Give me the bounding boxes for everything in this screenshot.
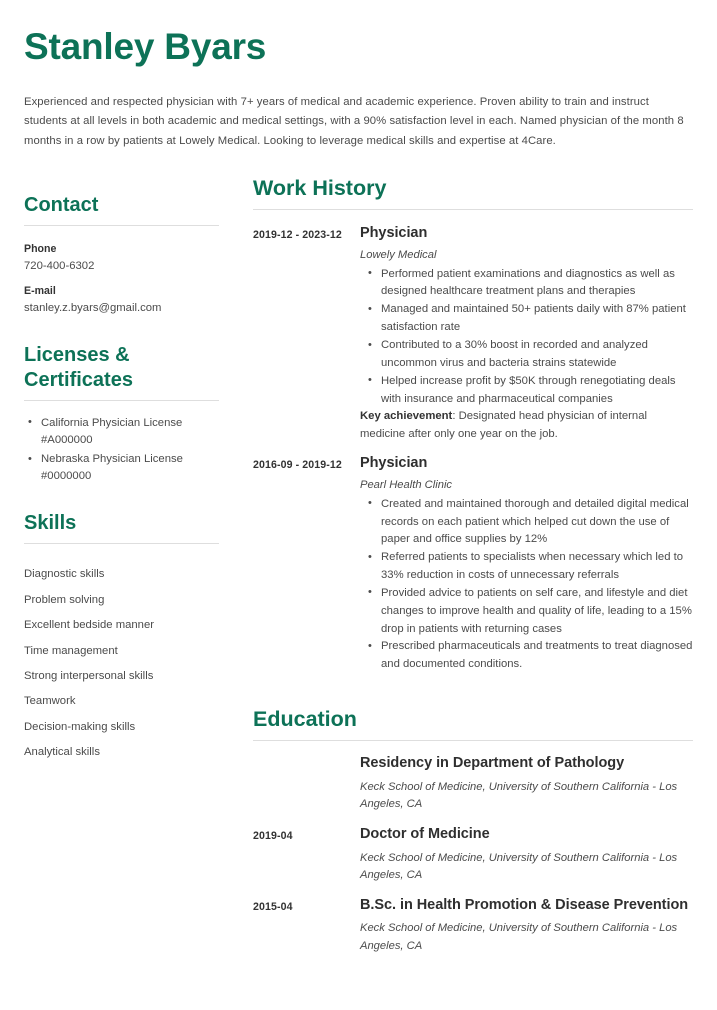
list-item: Teamwork (24, 695, 76, 708)
work-entry-organization: Pearl Health Clinic (360, 478, 453, 491)
list-item: • Performed patient examinations and diagnostics as well as designed healthcare treatment plans and therapies (360, 266, 693, 302)
phone-value[interactable]: 720-400-6302 (24, 260, 95, 272)
list-item: Diagnostic skills (24, 568, 105, 581)
contact-details (24, 242, 229, 317)
work-entry-body (360, 454, 693, 674)
education-entry-body (360, 754, 693, 814)
list-item: Analytical skills (24, 746, 100, 759)
work-entry-title: Physician (360, 455, 428, 472)
education-entry-title: B.Sc. in Health Promotion & Disease Prevention (360, 896, 689, 913)
sidebar-column (24, 175, 241, 769)
work-history-heading: Work History (253, 176, 387, 201)
work-entry-date: 2016-09 - 2019-12 (253, 459, 342, 472)
education-entry-body (360, 825, 693, 885)
licenses-divider (24, 400, 219, 401)
contact-heading: Contact (24, 194, 99, 217)
education-entry-body (360, 896, 693, 956)
education-divider (253, 740, 693, 741)
education-entry (253, 825, 693, 885)
education-heading: Education (253, 707, 357, 732)
education-entry-date: 2015-04 (253, 900, 293, 913)
list-item: • Created and maintained thorough and detailed digital medical records on each patient which helped cut down the use of paper and office supplies by 12% (360, 496, 693, 550)
professional-summary: Experienced and respected physician with 7+ years of medical and academic experience. Proven ability to train and instruct students at all levels in both academic and medical settings, with a 90% satisfaction level in each. Named physician of the month 8 months in a row by patients at Lowely Medical. Looking to leverage medical skills and expertise at 4Care. (24, 95, 684, 147)
work-history-section (253, 175, 693, 674)
contact-divider (24, 225, 219, 226)
list-item: • Helped increase profit by $50K through renegotiating deals with insurance and pharmaceutical companies (360, 373, 693, 409)
email-value[interactable]: stanley.z.byars@gmail.com (24, 301, 162, 314)
education-entry (253, 754, 693, 814)
work-entry-organization: Lowely Medical (360, 248, 437, 261)
education-section (253, 706, 693, 955)
skills-list (24, 566, 229, 760)
email-label: E-mail (24, 284, 56, 297)
key-achievement-text: : Designated head physician of internal medicine after only one year on the job. (360, 410, 647, 441)
skills-divider (24, 543, 219, 544)
education-entry-date (253, 754, 360, 757)
licenses-heading: Licenses & Certificates (24, 343, 133, 391)
work-entry-duties (360, 496, 693, 674)
list-item: • Nebraska Physician License #0000000 (24, 451, 229, 485)
list-item: • Referred patients to specialists when necessary which led to 33% reduction in costs of unnecessary referrals (360, 549, 693, 585)
education-entry-school: Keck School of Medicine, University of Southern California - Los Angeles, CA (360, 780, 678, 811)
work-entry-body (360, 224, 693, 444)
phone-label: Phone (24, 243, 57, 256)
resume-columns (24, 175, 693, 955)
skills-section (24, 511, 229, 760)
list-item: Time management (24, 644, 118, 657)
work-entry (253, 454, 693, 674)
list-item: Decision-making skills (24, 720, 136, 733)
list-item: • Prescribed pharmaceuticals and treatments to treat diagnosed and documented conditions. (360, 638, 693, 674)
list-item: Excellent bedside manner (24, 619, 154, 632)
work-entry (253, 224, 693, 444)
list-item: Problem solving (24, 593, 105, 606)
skills-heading: Skills (24, 512, 77, 535)
work-history-divider (253, 209, 693, 210)
work-entry-title: Physician (360, 224, 428, 241)
education-entry-date: 2019-04 (253, 829, 293, 842)
education-entry-school: Keck School of Medicine, University of Southern California - Los Angeles, CA (360, 922, 678, 952)
education-entry-title: Doctor of Medicine (360, 825, 490, 842)
work-entry-date: 2019-12 - 2023-12 (253, 228, 342, 241)
contact-section (24, 193, 229, 317)
education-entry-title: Residency in Department of Pathology (360, 755, 625, 772)
list-item: • Managed and maintained 50+ patients daily with 87% patient satisfaction rate (360, 301, 693, 337)
main-column (241, 175, 693, 955)
key-achievement-label: Key achievement (360, 410, 453, 423)
education-entry (253, 896, 693, 956)
list-item: Strong interpersonal skills (24, 669, 154, 682)
candidate-name: Stanley Byars (24, 26, 267, 67)
education-entry-school: Keck School of Medicine, University of Southern California - Los Angeles, CA (360, 851, 678, 882)
work-entry-duties (360, 266, 693, 409)
key-achievement (360, 408, 693, 444)
list-item: • California Physician License #A000000 (24, 415, 229, 449)
list-item: • Contributed to a 30% boost in recorded and analyzed uncommon virus and bacteria strains statewide (360, 337, 693, 373)
licenses-list (24, 415, 229, 486)
licenses-section (24, 343, 229, 486)
list-item: • Provided advice to patients on self care, and lifestyle and diet changes to improve health and quality of life, leading to a 15% drop in patients with returning cases (360, 585, 693, 639)
